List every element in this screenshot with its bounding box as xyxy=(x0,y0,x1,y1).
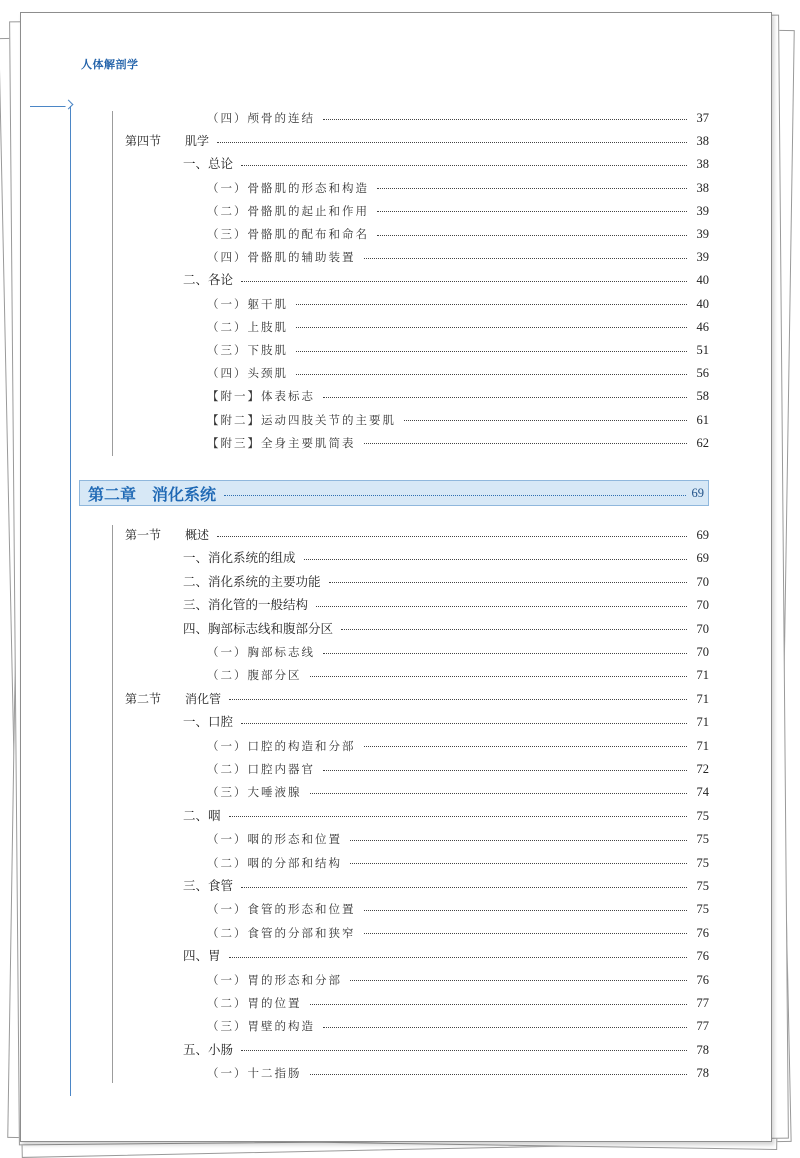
toc-entry-title: 一、总论 xyxy=(183,156,234,172)
toc-page-number: 40 xyxy=(696,273,709,288)
toc-page-number: 51 xyxy=(696,343,709,357)
toc-entry[interactable] xyxy=(21,386,771,406)
leader-dots xyxy=(296,374,687,375)
toc-page-number: 38 xyxy=(696,180,709,195)
leader-dots xyxy=(241,1050,687,1051)
toc-entry-title: （三）骨骼肌的配布和命名 xyxy=(207,227,369,241)
toc-entry[interactable] xyxy=(21,993,771,1013)
leader-dots xyxy=(364,910,688,911)
toc-entry-title: 四、胸部标志线和腹部分区 xyxy=(183,620,334,636)
leader-dots xyxy=(350,863,687,864)
toc-page-number: 71 xyxy=(696,691,709,706)
toc-page-number: 37 xyxy=(696,111,709,125)
header-rule xyxy=(30,106,70,107)
toc-page-number: 58 xyxy=(696,389,709,404)
leader-dots xyxy=(377,235,687,236)
toc-page-number: 71 xyxy=(696,738,709,753)
toc-page-number: 70 xyxy=(696,598,709,613)
toc-entry[interactable] xyxy=(21,970,771,990)
chapter-page-number: 69 xyxy=(691,485,704,500)
leader-dots xyxy=(323,397,687,398)
toc-entry-title: 二、各论 xyxy=(183,272,234,288)
toc-entry-title: （一）躯干肌 xyxy=(207,296,288,311)
toc-entry[interactable] xyxy=(21,665,771,685)
leader-dots xyxy=(323,653,687,654)
toc-entry[interactable] xyxy=(21,1063,771,1083)
leader-dots xyxy=(217,142,687,143)
leader-dots xyxy=(377,211,687,212)
toc-page-number: 38 xyxy=(696,134,709,149)
toc-page-number: 75 xyxy=(696,902,709,917)
toc-entry[interactable] xyxy=(21,595,771,615)
toc-entry[interactable] xyxy=(21,548,771,568)
toc-page-number: 56 xyxy=(696,366,709,381)
toc-entry-title: 【附二】运动四肢关节的主要肌 xyxy=(207,412,396,427)
toc-entry[interactable] xyxy=(21,923,771,943)
toc-entry-title: （二）腹部分区 xyxy=(207,668,302,683)
toc-entry-title: （一）胸部标志线 xyxy=(207,645,315,659)
toc-page-number: 70 xyxy=(696,574,709,589)
leader-dots xyxy=(229,699,687,700)
leader-dots xyxy=(229,957,687,958)
toc-entry[interactable] xyxy=(21,525,771,545)
toc-page-number: 77 xyxy=(696,1019,709,1034)
leader-dots xyxy=(323,770,687,771)
toc-page-number: 76 xyxy=(696,949,709,964)
toc-entry[interactable] xyxy=(21,224,771,244)
leader-dots xyxy=(364,443,688,444)
toc-entry-title: （一）十二指肠 xyxy=(207,1066,302,1081)
toc-entry-title: 【附三】全身主要肌简表 xyxy=(207,435,356,450)
toc-section-label: 第二节 xyxy=(125,691,162,706)
leader-dots xyxy=(404,420,687,421)
toc-page-number: 75 xyxy=(696,808,709,823)
leader-dots xyxy=(296,351,687,352)
toc-page-number: 75 xyxy=(696,855,709,870)
toc-entry-title: 一、消化系统的组成 xyxy=(183,550,296,566)
leader-dots xyxy=(364,258,688,259)
toc-entry-title: 三、消化管的一般结构 xyxy=(183,597,309,613)
leader-dots xyxy=(350,980,687,981)
leader-dots xyxy=(241,723,687,724)
toc-page-number: 69 xyxy=(696,551,709,566)
toc-entry[interactable] xyxy=(21,247,771,267)
toc-entry[interactable] xyxy=(21,294,771,314)
toc-entry[interactable] xyxy=(21,712,771,732)
running-header-title: 人体解剖学 xyxy=(81,58,139,71)
toc-entry[interactable] xyxy=(21,853,771,873)
leader-dots xyxy=(296,327,687,328)
toc-entry-title: 肌学 xyxy=(185,134,210,149)
leader-dots xyxy=(296,304,687,305)
toc-entry[interactable] xyxy=(21,736,771,756)
leader-dots xyxy=(241,165,687,166)
toc-entry-title: （一）食管的形态和位置 xyxy=(207,902,356,917)
document-page xyxy=(20,12,772,1142)
toc-entry[interactable] xyxy=(21,433,771,453)
leader-dots xyxy=(316,606,687,607)
toc-page-number: 71 xyxy=(696,715,709,730)
toc-page-number: 76 xyxy=(696,972,709,987)
toc-entry-title: 五、小肠 xyxy=(183,1041,234,1057)
toc-page-number: 71 xyxy=(696,668,709,683)
leader-dots xyxy=(217,536,687,537)
toc-entry[interactable] xyxy=(21,340,771,360)
toc-page-number: 39 xyxy=(696,227,709,241)
toc-entry[interactable] xyxy=(21,619,771,639)
toc-page-number: 76 xyxy=(696,925,709,940)
toc-entry-title: 消化管 xyxy=(185,691,222,706)
toc-page-number: 38 xyxy=(696,157,709,172)
toc-entry[interactable] xyxy=(21,759,771,779)
toc-entry-title: （三）大唾液腺 xyxy=(207,785,302,800)
toc-entry-title: 概述 xyxy=(185,528,210,542)
toc-page-number: 70 xyxy=(696,645,709,659)
toc-entry[interactable] xyxy=(21,108,771,128)
toc-entry[interactable] xyxy=(21,946,771,966)
toc-page-number: 46 xyxy=(696,319,709,334)
toc-page-number: 77 xyxy=(696,996,709,1010)
toc-page-number: 72 xyxy=(696,762,709,776)
toc-entry-title: （二）上肢肌 xyxy=(207,319,288,334)
toc-page-number: 39 xyxy=(696,250,709,265)
leader-dots xyxy=(310,676,688,677)
toc-page-number: 39 xyxy=(696,203,709,218)
toc-entry-title: （三）下肢肌 xyxy=(207,343,288,357)
toc-entry-title: （四）头颈肌 xyxy=(207,366,288,381)
leader-dots xyxy=(310,793,688,794)
leader-dots xyxy=(329,582,687,583)
toc-page-number: 78 xyxy=(696,1042,709,1057)
toc-section-label: 第四节 xyxy=(125,134,162,149)
toc-entry-title: （二）胃的位置 xyxy=(207,996,302,1010)
leader-dots xyxy=(310,1004,688,1005)
toc-entry-title: （一）口腔的构造和分部 xyxy=(207,738,356,753)
toc-page-number: 78 xyxy=(696,1066,709,1081)
toc-page-number: 40 xyxy=(696,296,709,311)
toc-entry-title: （二）咽的分部和结构 xyxy=(207,855,342,870)
leader-dots xyxy=(323,119,687,120)
toc-entry-title: 三、食管 xyxy=(183,878,234,893)
toc-entry[interactable] xyxy=(21,1040,771,1060)
toc-entry[interactable] xyxy=(21,178,771,198)
toc-entry-title: （一）咽的形态和位置 xyxy=(207,832,342,847)
toc-entry[interactable] xyxy=(21,689,771,709)
toc-entry[interactable] xyxy=(21,201,771,221)
toc-entry-title: 四、胃 xyxy=(183,948,221,964)
toc-entry-title: 二、咽 xyxy=(183,807,221,823)
toc-entry-title: 【附一】体表标志 xyxy=(207,389,315,404)
toc-page-number: 61 xyxy=(696,412,709,427)
toc-entry-title: （二）骨骼肌的起止和作用 xyxy=(207,203,369,218)
toc-entry[interactable] xyxy=(21,829,771,849)
toc-entry[interactable] xyxy=(21,899,771,919)
toc-page-number: 74 xyxy=(696,785,709,800)
leader-dots xyxy=(224,495,686,496)
chapter-title: 第二章 消化系统 xyxy=(88,484,217,504)
leader-dots xyxy=(350,840,687,841)
toc-entry[interactable] xyxy=(21,876,771,896)
toc-entry-title: （四）颅骨的连结 xyxy=(207,111,315,125)
chapter-heading[interactable] xyxy=(79,480,709,506)
leader-dots xyxy=(241,887,687,888)
leader-dots xyxy=(364,746,688,747)
leader-dots xyxy=(304,559,687,560)
leader-dots xyxy=(241,281,687,282)
leader-dots xyxy=(364,933,688,934)
leader-dots xyxy=(377,188,687,189)
toc-page-number: 69 xyxy=(696,528,709,542)
toc-entry-title: 二、消化系统的主要功能 xyxy=(183,573,321,589)
toc-section-label: 第一节 xyxy=(125,528,162,542)
toc-entry[interactable] xyxy=(21,1016,771,1036)
toc-entry[interactable] xyxy=(21,782,771,802)
toc-entry-title: （四）骨骼肌的辅助装置 xyxy=(207,250,356,265)
toc-entry-title: 一、口腔 xyxy=(183,714,234,730)
toc-entry-title: （一）胃的形态和分部 xyxy=(207,972,342,987)
toc-entry-title: （二）口腔内器官 xyxy=(207,762,315,776)
leader-dots xyxy=(341,629,687,630)
toc-entry[interactable] xyxy=(21,131,771,151)
toc-page-number: 75 xyxy=(696,879,709,893)
toc-entry[interactable] xyxy=(21,270,771,290)
toc-entry[interactable] xyxy=(21,363,771,383)
toc-entry[interactable] xyxy=(21,317,771,337)
toc-entry-title: （三）胃壁的构造 xyxy=(207,1019,315,1034)
leader-dots xyxy=(323,1027,687,1028)
toc-entry[interactable] xyxy=(21,642,771,662)
toc-entry-title: （一）骨骼肌的形态和构造 xyxy=(207,180,369,195)
toc-entry[interactable] xyxy=(21,410,771,430)
toc-page-number: 75 xyxy=(696,832,709,847)
toc-entry[interactable] xyxy=(21,154,771,174)
toc-page-number: 62 xyxy=(696,435,709,450)
leader-dots xyxy=(229,816,687,817)
leader-dots xyxy=(310,1074,688,1075)
toc-entry-title: （二）食管的分部和狭窄 xyxy=(207,925,356,940)
toc-entry[interactable] xyxy=(21,572,771,592)
toc-page-number: 70 xyxy=(696,621,709,636)
toc-entry[interactable] xyxy=(21,806,771,826)
